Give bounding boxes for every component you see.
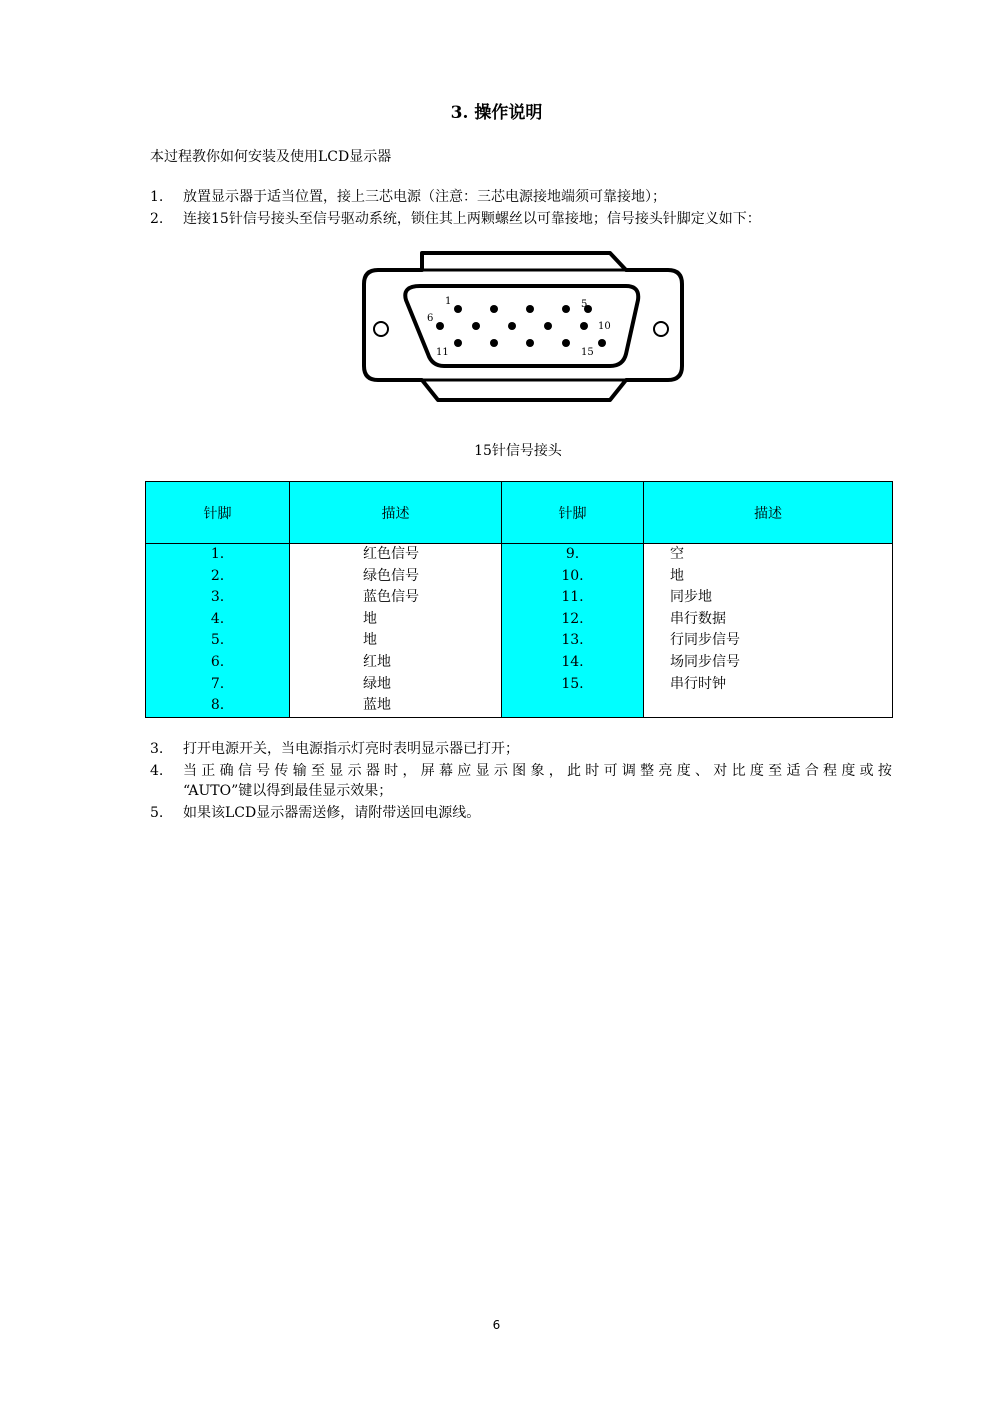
screw-hole-left <box>374 322 388 336</box>
step-number: 5. <box>150 805 164 821</box>
pin-label-10: 10 <box>598 321 611 332</box>
pin-description: 串行数据 <box>670 610 726 627</box>
section-heading: 3. 操作说明 <box>450 103 543 123</box>
page-number: 6 <box>492 1318 501 1332</box>
pin-description: 场同步信号 <box>670 653 740 670</box>
table-body-row <box>146 544 893 718</box>
header-desc-2: 描述 <box>644 482 893 544</box>
pin-number: 4. <box>210 610 225 627</box>
step-text: 如果该LCD显示器需送修，请附带送回电源线。 <box>183 805 481 821</box>
pin-number: 14. <box>561 653 584 670</box>
header-pin: 针脚 <box>146 482 290 544</box>
pin-number: 12. <box>561 610 584 627</box>
step-number: 2. <box>150 211 164 227</box>
pin-definition-table <box>145 481 893 718</box>
pin-12 <box>490 339 498 347</box>
pin-number: 13. <box>561 632 584 649</box>
pin-description: 地 <box>670 567 684 584</box>
pin-description: 地 <box>363 632 377 649</box>
vga-connector-diagram <box>0 0 993 420</box>
intro-text: 本过程教你如何安装及使用LCD显示器 <box>150 149 392 165</box>
pin-description: 蓝地 <box>363 697 391 714</box>
pin-8 <box>508 322 516 330</box>
right-desc-column <box>644 544 893 718</box>
pin-14 <box>562 339 570 347</box>
pin-1 <box>454 305 462 313</box>
pin-13 <box>526 339 534 347</box>
step-text: 打开电源开关，当电源指示灯亮时表明显示器已打开； <box>183 741 519 757</box>
pin-description: 地 <box>363 610 377 627</box>
step-text: 当正确信号传输至显示器时，屏幕应显示图象，此时可调整亮度、对比度至适合程度或按 <box>183 763 893 779</box>
pin-number: 15. <box>561 675 584 692</box>
pin-description: 蓝色信号 <box>363 589 419 606</box>
right-pin-column <box>502 544 644 718</box>
step-number: 4. <box>150 763 164 779</box>
figure-caption: 15针信号接头 <box>474 443 562 459</box>
pin-number: 3. <box>210 589 225 606</box>
step-text: 连接15针信号接头至信号驱动系统，锁住其上两颗螺丝以可靠接地；信号接头针脚定义如下： <box>183 211 761 227</box>
step-number: 3. <box>150 741 164 757</box>
screw-hole-right <box>654 322 668 336</box>
pin-10 <box>580 322 588 330</box>
pin-number: 11. <box>561 589 584 606</box>
pin-number: 7. <box>210 675 225 692</box>
pin-number: 8. <box>210 697 225 714</box>
pin-2 <box>490 305 498 313</box>
pin-description: 红色信号 <box>363 546 419 562</box>
left-pin-column <box>146 544 290 718</box>
pin-label-6: 6 <box>427 313 434 324</box>
pin-label-5: 5 <box>581 299 588 310</box>
left-desc-column <box>290 544 502 718</box>
table-header-row <box>146 482 893 544</box>
pin-description: 同步地 <box>670 589 712 606</box>
pin-description: 串行时钟 <box>670 675 726 692</box>
pin-description: 绿地 <box>363 675 391 692</box>
pin-label-1: 1 <box>445 296 452 307</box>
pin-description: 行同步信号 <box>670 632 740 649</box>
pin-3 <box>526 305 534 313</box>
pin-description: 绿色信号 <box>363 567 419 584</box>
pin-number: 2. <box>210 567 225 584</box>
pin-label-15: 15 <box>581 347 594 358</box>
pin-number: 1. <box>210 546 225 562</box>
connector-outer-shell <box>364 253 682 400</box>
pin-label-11: 11 <box>436 347 449 358</box>
pin-number: 10. <box>561 567 584 584</box>
pin-number: 5. <box>210 632 225 649</box>
step-text-continued: “AUTO”键以得到最佳显示效果； <box>183 783 393 799</box>
pin-4 <box>562 305 570 313</box>
step-number: 1. <box>150 189 164 205</box>
step-text: 放置显示器于适当位置，接上三芯电源（注意：三芯电源接地端须可靠接地）； <box>183 189 666 205</box>
pin-11 <box>454 339 462 347</box>
pin-6 <box>436 322 444 330</box>
pin-number: 9. <box>565 546 580 562</box>
pin-7 <box>472 322 480 330</box>
pin-description: 红地 <box>363 653 391 670</box>
pin-description: 空 <box>670 546 684 562</box>
pin-15 <box>598 339 606 347</box>
header-pin-2: 针脚 <box>502 482 644 544</box>
header-desc: 描述 <box>290 482 502 544</box>
pin-9 <box>544 322 552 330</box>
pin-number: 6. <box>210 653 225 670</box>
